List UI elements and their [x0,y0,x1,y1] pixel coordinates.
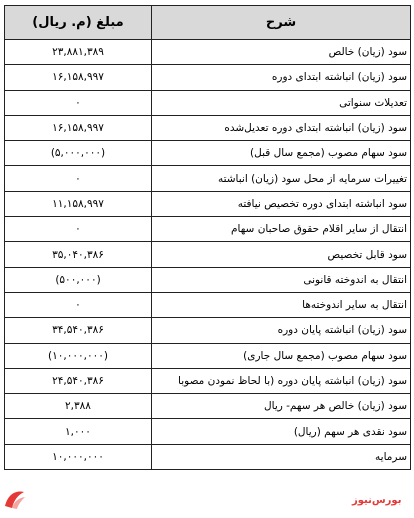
table-row [5,40,411,65]
table-row [5,368,411,393]
watermark-text: بورس‌نیوز [352,495,402,506]
allocation-table-container [4,5,408,470]
row-amount: ۰ [5,90,152,115]
row-amount: (۱۰,۰۰۰,۰۰۰) [5,343,152,368]
table-row [5,267,411,292]
row-amount: ۰ [5,217,152,242]
table-row [5,242,411,267]
table-header-row [5,6,411,40]
table-row [5,444,411,469]
row-amount: (۵۰۰,۰۰۰) [5,267,152,292]
row-amount: ۱۶,۱۵۸,۹۹۷ [5,65,152,90]
row-description: انتقال از سایر اقلام حقوق صاحبان سهام [152,217,411,242]
table-row [5,166,411,191]
row-amount: ۲۳,۸۸۱,۳۸۹ [5,40,152,65]
row-amount: ۰ [5,292,152,317]
logo-icon [2,486,28,512]
row-description: سود (زیان) انباشته ابتدای دوره [152,65,411,90]
row-description: سود نقدی هر سهم (ریال) [152,419,411,444]
table-row [5,318,411,343]
profit-allocation-table [4,5,411,470]
row-description: سود (زیان) انباشته ابتدای دوره تعدیل‌شده [152,115,411,140]
row-description: سود انباشته ابتدای دوره تخصیص نیافته [152,191,411,216]
row-description: تغییرات سرمایه از محل سود (زیان) انباشته [152,166,411,191]
table-row [5,115,411,140]
header-description: شرح [152,6,411,40]
row-description: سود (زیان) خالص [152,40,411,65]
table-row [5,141,411,166]
row-amount: ۳۴,۵۴۰,۳۸۶ [5,318,152,343]
row-description: تعدیلات سنواتی [152,90,411,115]
table-row [5,292,411,317]
row-amount: ۱۱,۱۵۸,۹۹۷ [5,191,152,216]
table-row [5,343,411,368]
table-row [5,394,411,419]
row-description: سود (زیان) خالص هر سهم- ریال [152,394,411,419]
row-description: سود سهام مصوب (مجمع سال جاری) [152,343,411,368]
row-amount: (۵,۰۰۰,۰۰۰) [5,141,152,166]
row-amount: ۰ [5,166,152,191]
row-amount: ۲,۳۸۸ [5,394,152,419]
header-amount: مبلغ (م. ریال) [5,6,152,40]
row-description: سرمایه [152,444,411,469]
table-row [5,217,411,242]
row-description: سود قابل تخصیص [152,242,411,267]
row-description: سود (زیان) انباشته پایان دوره [152,318,411,343]
row-description: سود (زیان) انباشته پایان دوره (با لحاظ نمودن مصوبا [152,368,411,393]
row-description: انتقال به سایر اندوخته‌ها [152,292,411,317]
row-amount: ۳۵,۰۴۰,۳۸۶ [5,242,152,267]
row-description: سود سهام مصوب (مجمع سال قبل) [152,141,411,166]
table-row [5,65,411,90]
row-amount: ۲۴,۵۴۰,۳۸۶ [5,368,152,393]
row-amount: ۱,۰۰۰ [5,419,152,444]
row-amount: ۱۰,۰۰۰,۰۰۰ [5,444,152,469]
table-row [5,191,411,216]
row-amount: ۱۶,۱۵۸,۹۹۷ [5,115,152,140]
row-description: انتقال به اندوخته قانونی [152,267,411,292]
table-row [5,419,411,444]
table-row [5,90,411,115]
